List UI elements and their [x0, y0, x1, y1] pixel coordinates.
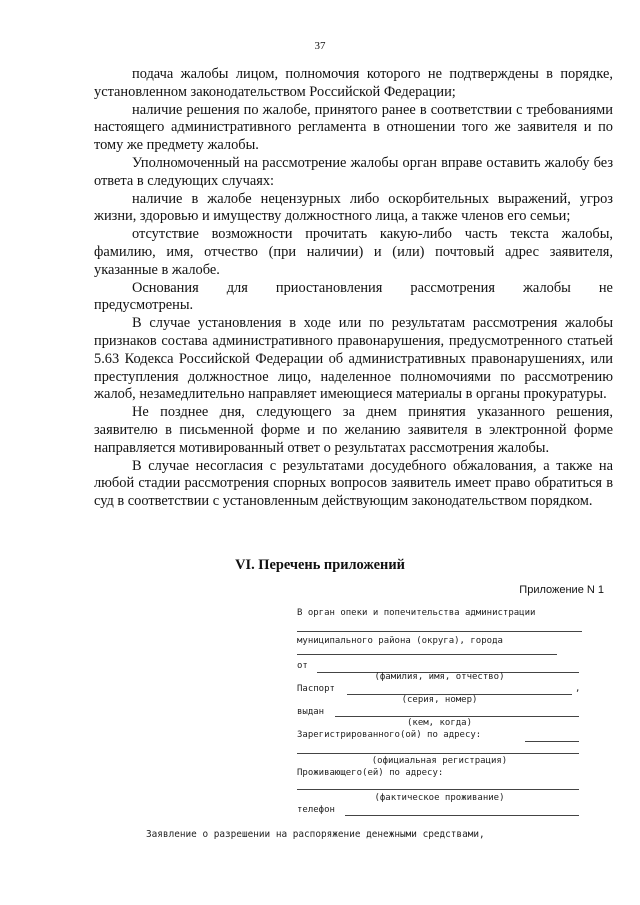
form-blank-line: [297, 789, 579, 790]
form-issued-field: [335, 716, 579, 717]
form-registered-field: [525, 741, 579, 742]
form-issued-label: выдан: [297, 707, 325, 717]
form-phone-field: [345, 815, 579, 816]
word: рассмотрения: [410, 279, 495, 296]
paragraph-end: предусмотрены.: [94, 297, 194, 314]
appendix-label: Приложение N 1: [519, 584, 604, 596]
statement-title: Заявление о разрешении на распоряжение денежными средствами,: [146, 829, 485, 840]
paragraph: Не позднее дня, следующего за днем принятия указанного решения, заявителю в письменной форме и по желанию заявителя в электронной форме направляется мотивированный ответ о результатах рассмотрения жалобы.: [94, 404, 613, 456]
form-addressee-line1: В орган опеки и попечительства администрации: [297, 608, 536, 618]
form-phone-label: телефон: [297, 805, 335, 815]
form-caption-fio: (фамилия, имя, отчество): [374, 672, 505, 682]
paragraph: Уполномоченный на рассмотрение жалобы орган вправе оставить жалобу без ответа в следующих случаях:: [94, 154, 613, 189]
paragraph: наличие решения по жалобе, принятого ранее в соответствии с требованиями настоящего административного регламента в отношении того же заявителя и по тому же предмету жалобы.: [94, 101, 613, 154]
word: жалобы: [522, 279, 571, 296]
form-caption-actual: (фактическое проживание): [374, 793, 505, 803]
form-addressee-line2: муниципального района (округа), города: [297, 636, 503, 646]
form-residing-label: Проживающего(ей) по адресу:: [297, 768, 444, 778]
form-blank-line: [297, 631, 582, 632]
form-comma: ,: [575, 684, 581, 694]
paragraph: наличие в жалобе нецензурных либо оскорбительных выражений, угроз жизни, здоровью и имуществу должностного лица, а также членов его семьи;: [94, 190, 613, 225]
form-caption-official: (официальная регистрация): [371, 756, 508, 766]
form-blank-line: [297, 753, 579, 754]
paragraph: В случае установления в ходе или по результатам рассмотрения жалобы признаков состава административного правонарушения, предусмотренного статьей 5.63 Кодекса Российской Федерации об административных правонарушениях, или преступления должностное лицо, наделенное полномочиями по рассмотрению жалоб, незамедлительно направляет имеющиеся материалы в органы прокуратуры.: [94, 315, 613, 403]
form-caption-who: (кем, когда): [406, 718, 473, 728]
form-caption-series: (серия, номер): [401, 695, 478, 705]
paragraph: В случае несогласия с результатами досудебного обжалования, а также на любой стадии рассмотрения спорных вопросов заявитель имеет право обратиться в суд в соответствии с установленным действующим законодательством порядком.: [94, 457, 613, 510]
paragraph: подача жалобы лицом, полномочия которого не подтверждены в порядке, установленном законодательством Российской Федерации;: [94, 66, 613, 100]
paragraph: отсутствие возможности прочитать какую-либо часть текста жалобы, фамилию, имя, отчество (при наличии) и (или) почтовый адрес заявителя, указанные в жалобе.: [94, 226, 613, 278]
word: приостановления: [275, 279, 383, 296]
section-heading: VI. Перечень приложений: [235, 557, 405, 573]
form-passport-label: Паспорт: [297, 684, 335, 694]
word: для: [226, 279, 248, 296]
form-registered-label: Зарегистрированного(ой) по адресу:: [297, 730, 482, 740]
word: Основания: [132, 279, 199, 296]
page-number: 37: [314, 40, 326, 52]
form-blank-line: [297, 654, 557, 655]
word: не: [598, 279, 613, 296]
application-form-header: [297, 0, 582, 905]
form-from-label: от: [297, 661, 308, 671]
